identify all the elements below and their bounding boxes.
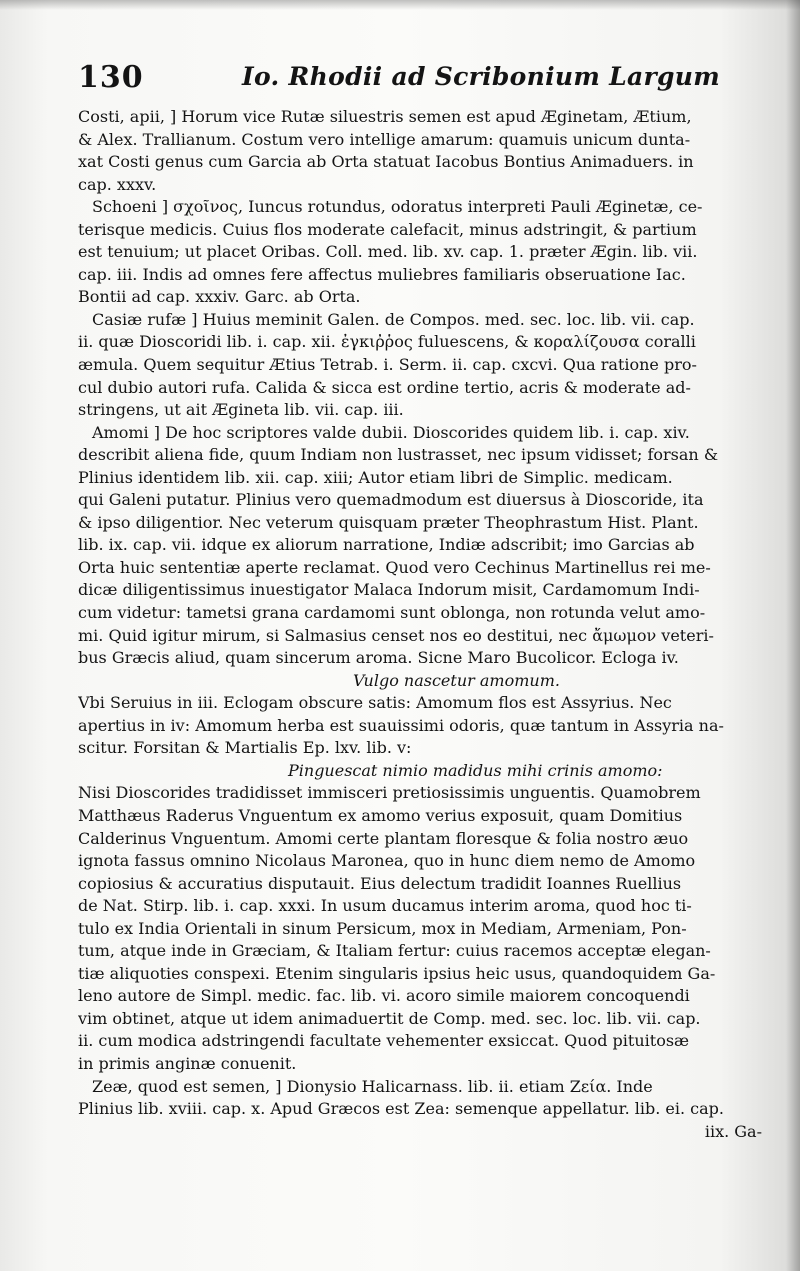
- text-line: Costi, apii, ] Horum vice Rutæ siluestris semen est apud Æginetam, Ætium,: [78, 107, 692, 126]
- text-line: apertius in iv: Amomum herba est suauissimi odoris, quæ tantum in Assyria na-: [78, 715, 724, 735]
- page-shadow-top: [0, 0, 800, 10]
- text-line: cap. xxxv.: [78, 174, 157, 194]
- text-line: Plinius lib. xviii. cap. x. Apud Græcos est Zea: semenque appellatur. lib. ei. cap.: [78, 1099, 724, 1119]
- running-title: Io. Rhodii ad Scribonium Largum: [242, 62, 720, 91]
- text-line: Vbi Seruius in iii. Eclogam obscure satis: Amomum flos est Assyrius. Nec: [78, 693, 672, 713]
- text-line: cul dubio autori rufa. Calida & sicca est ordine tertio, acris & moderate ad-: [78, 377, 691, 397]
- text-line: leno autore de Simpl. medic. fac. lib. vi. acoro simile maiorem concoquendi: [78, 986, 690, 1006]
- text-line: Orta huic sententiæ aperte reclamat. Quod vero Cechinus Martinellus rei me-: [78, 557, 711, 577]
- text-line: vim obtinet, atque ut idem animaduertit de Comp. med. sec. loc. lib. vii. cap.: [78, 1008, 701, 1028]
- text-line: Plinius identidem lib. xii. cap. xiii; Autor etiam libri de Simplic. medicam.: [78, 467, 673, 487]
- text-line: cap. iii. Indis ad omnes fere affectus muliebres familiaris obseruatione Iac.: [78, 264, 686, 284]
- text-line: scitur. Forsitan & Martialis Ep. lxv. lib. v:: [78, 738, 412, 758]
- text-line: lib. ix. cap. vii. idque ex aliorum narratione, Indiæ adscribit; imo Garcias ab: [78, 535, 695, 555]
- text-line: & ipso diligentior. Nec veterum quisquam præter Theophrastum Hist. Plant.: [78, 512, 699, 532]
- text-line: qui Galeni putatur. Plinius vero quemadmodum est diuersus à Dioscoride, ita: [78, 490, 704, 510]
- verse-line: Vulgo nascetur amomum.: [353, 670, 560, 690]
- text-line: describit aliena fide, quum Indiam non lustrasset, nec ipsum vidisset; forsan &: [78, 445, 719, 465]
- text-line: xat Costi genus cum Garcia ab Orta statuat Iacobus Bontius Animaduers. in: [78, 152, 694, 172]
- page-number: 130: [78, 60, 144, 95]
- text-line: Bontii ad cap. xxxiv. Garc. ab Orta.: [78, 287, 361, 307]
- text-line: ignota fassus omnino Nicolaus Maronea, quo in hunc diem nemo de Amomo: [78, 851, 696, 871]
- text-line: est tenuium; ut placet Oribas. Coll. med. lib. xv. cap. 1. præter Ægin. lib. vii.: [78, 242, 698, 262]
- text-line: & Alex. Trallianum. Costum vero intellige amarum: quamuis unicum dunta-: [78, 129, 691, 149]
- catchword: iix. Ga-: [704, 1121, 762, 1141]
- text-line: Matthæus Raderus Vnguentum ex amomo verius exposuit, quam Domitius: [78, 805, 683, 825]
- text-line: æmula. Quem sequitur Ætius Tetrab. i. Serm. ii. cap. cxcvi. Qua ratione pro-: [78, 355, 697, 375]
- text-line: dicæ diligentissimus inuestigator Malaca Indorum misit, Cardamomum Indi-: [78, 580, 700, 600]
- verse-line: Pinguescat nimio madidus mihi crinis amomo:: [288, 760, 663, 780]
- text-line: Nisi Dioscorides tradidisset immisceri pretiosissimis unguentis. Quamobrem: [78, 783, 701, 803]
- text-line: Zeæ, quod est semen, ] Dionysio Halicarnass. lib. ii. etiam Ζεία. Inde: [92, 1076, 653, 1096]
- text-line: de Nat. Stirp. lib. i. cap. xxxi. In usum ducamus interim aroma, quod hoc ti-: [78, 896, 692, 916]
- text-line: ii. cum modica adstringendi facultate vehementer exsiccat. Quod pituitosæ: [78, 1031, 690, 1051]
- text-line: ii. quæ Dioscoridi lib. i. cap. xii. ἐγκιῤῥος fuluescens, & κοραλίζουσα coralli: [78, 332, 696, 352]
- text-line: in primis anginæ conuenit.: [78, 1053, 297, 1073]
- text-line: bus Græcis aliud, quam sincerum aroma. Sicne Maro Bucolicor. Ecloga iv.: [78, 648, 679, 668]
- text-line: copiosius & accuratius disputauit. Eius delectum tradidit Ioannes Ruellius: [78, 873, 682, 893]
- page-header: [78, 60, 768, 100]
- text-line: tiæ aliquoties conspexi. Etenim singularis ipsius heic usus, quandoquidem Ga-: [78, 963, 716, 983]
- text-line: mi. Quid igitur mirum, si Salmasius censet nos eo destitui, nec ἄμωμον veteri-: [78, 625, 714, 645]
- text-line: tum, atque inde in Græciam, & Italiam fertur: cuius racemos acceptæ elegan-: [78, 941, 711, 961]
- body-text: [78, 106, 768, 1143]
- text-line: cum videtur: tametsi grana cardamomi sunt oblonga, non rotunda velut amo-: [78, 603, 706, 623]
- text-line: Casiæ rufæ ] Huius meminit Galen. de Compos. med. sec. loc. lib. vii. cap.: [92, 309, 695, 329]
- text-line: Schoeni ] σχοῖνος, Iuncus rotundus, odoratus interpreti Pauli Æginetæ, ce-: [92, 197, 703, 217]
- text-line: tulo ex India Orientali in sinum Persicum, mox in Mediam, Armeniam, Pon-: [78, 918, 687, 938]
- page-gutter-shadow: [786, 0, 800, 1271]
- text-line: Amomi ] De hoc scriptores valde dubii. Dioscorides quidem lib. i. cap. xiv.: [92, 422, 690, 442]
- text-line: terisque medicis. Cuius flos moderate calefacit, minus adstringit, & partium: [78, 219, 697, 239]
- text-line: stringens, ut ait Æginetа lib. vii. cap. iii.: [78, 400, 404, 420]
- text-line: Calderinus Vnguentum. Amomi certe plantam floresque & folia nostro æuo: [78, 828, 689, 848]
